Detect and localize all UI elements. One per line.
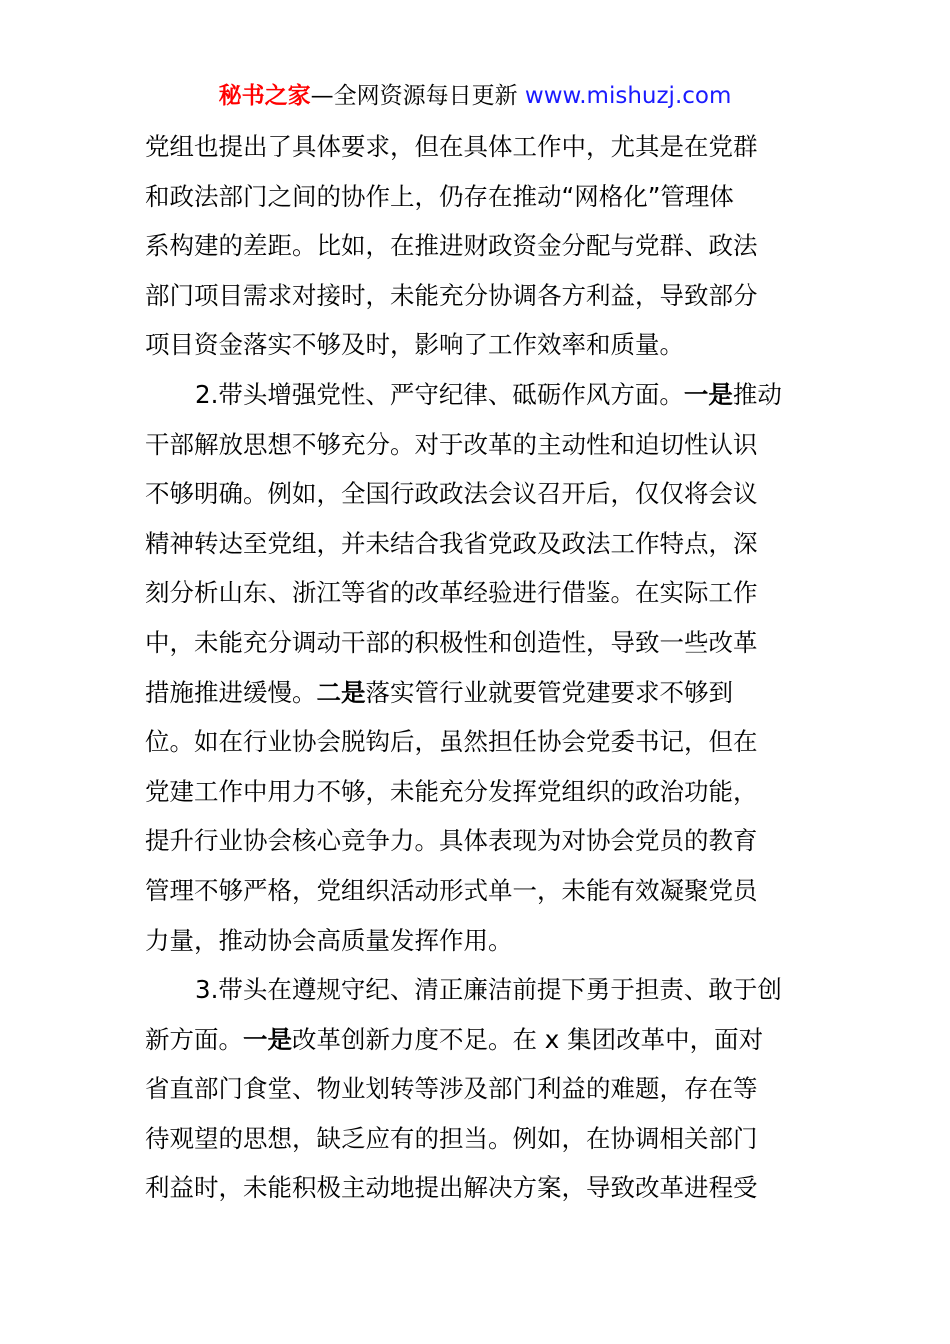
text-line: [145, 221, 810, 271]
text-line: [145, 866, 810, 916]
text-segment: 不够明确。例如，全国行政政法会议召开后，仅仅将会议: [145, 479, 758, 509]
text-segment: 和政法部门之间的协作上，仍存在推动“网格化”管理体: [145, 181, 734, 211]
text-line: [145, 668, 810, 718]
text-segment: 中，未能充分调动干部的积极性和创造性，导致一些改革: [145, 627, 758, 657]
site-tagline: —全网资源每日更新: [310, 83, 525, 109]
text-line: [145, 172, 810, 222]
document-body: [145, 122, 810, 1213]
text-segment: 利益时，未能积极主动地提出解决方案，导致改革进程受: [145, 1173, 758, 1203]
text-segment: 刻分析山东、浙江等省的改革经验进行借鉴。在实际工作: [145, 578, 758, 608]
site-url-link[interactable]: www.mishuzj.com: [524, 83, 732, 109]
text-line: [145, 816, 810, 866]
text-segment: 党建工作中用力不够，未能充分发挥党组织的政治功能，: [145, 776, 758, 806]
text-line: [145, 469, 810, 519]
text-segment: 位。如在行业协会脱钩后，虽然担任协会党委书记，但在: [145, 727, 758, 757]
text-segment: 精神转达至党组，并未结合我省党政及政法工作特点，深: [145, 528, 758, 558]
text-segment: 待观望的思想，缺乏应有的担当。例如，在协调相关部门: [145, 1123, 758, 1153]
text-segment: 部门项目需求对接时，未能充分协调各方利益，导致部分: [145, 280, 758, 310]
text-line: [145, 271, 810, 321]
text-line: [145, 519, 810, 569]
text-line: [145, 1015, 810, 1065]
text-segment: 党组也提出了具体要求，但在具体工作中，尤其是在党群: [145, 132, 758, 161]
text-segment: 力量，推动协会高质量发挥作用。: [145, 925, 513, 955]
text-line: [145, 1114, 810, 1164]
site-brand: 秘书之家: [218, 83, 311, 109]
text-line: [145, 717, 810, 767]
text-segment: 2.带头增强党性、严守纪律、砥砺作风方面。: [195, 379, 684, 409]
text-segment: 措施推进缓慢。: [145, 677, 317, 707]
text-line: [145, 370, 810, 420]
bold-marker: 一是: [683, 379, 733, 409]
text-line: [145, 767, 810, 817]
text-line: [145, 916, 810, 966]
text-line: [145, 1064, 810, 1114]
text-line: [145, 568, 810, 618]
text-segment: 提升行业协会核心竞争力。具体表现为对协会党员的教育: [145, 826, 758, 856]
text-line: [145, 420, 810, 470]
text-segment: 改革创新力度不足。在 x 集团改革中，面对: [292, 1024, 764, 1054]
text-line: [145, 122, 810, 172]
text-line: [145, 1163, 810, 1213]
text-segment: 项目资金落实不够及时，影响了工作效率和质量。: [145, 330, 684, 360]
text-segment: 3.带头在遵规守纪、清正廉洁前提下勇于担责、敢于创: [195, 975, 782, 1005]
text-line: [145, 965, 810, 1015]
site-header: [0, 80, 950, 112]
text-segment: 管理不够严格，党组织活动形式单一，未能有效凝聚党员: [145, 875, 758, 905]
text-segment: 系构建的差距。比如，在推进财政资金分配与党群、政法: [145, 231, 758, 261]
text-segment: 干部解放思想不够充分。对于改革的主动性和迫切性认识: [145, 429, 758, 459]
bold-marker: 二是: [316, 677, 366, 707]
text-segment: 推动: [732, 379, 782, 409]
bold-marker: 一是: [243, 1024, 292, 1054]
text-segment: 新方面。: [145, 1024, 243, 1054]
text-segment: 省直部门食堂、物业划转等涉及部门利益的难题，存在等: [145, 1074, 758, 1104]
text-line: [145, 320, 810, 370]
text-segment: 落实管行业就要管党建要求不够到: [365, 677, 733, 707]
text-line: [145, 618, 810, 668]
